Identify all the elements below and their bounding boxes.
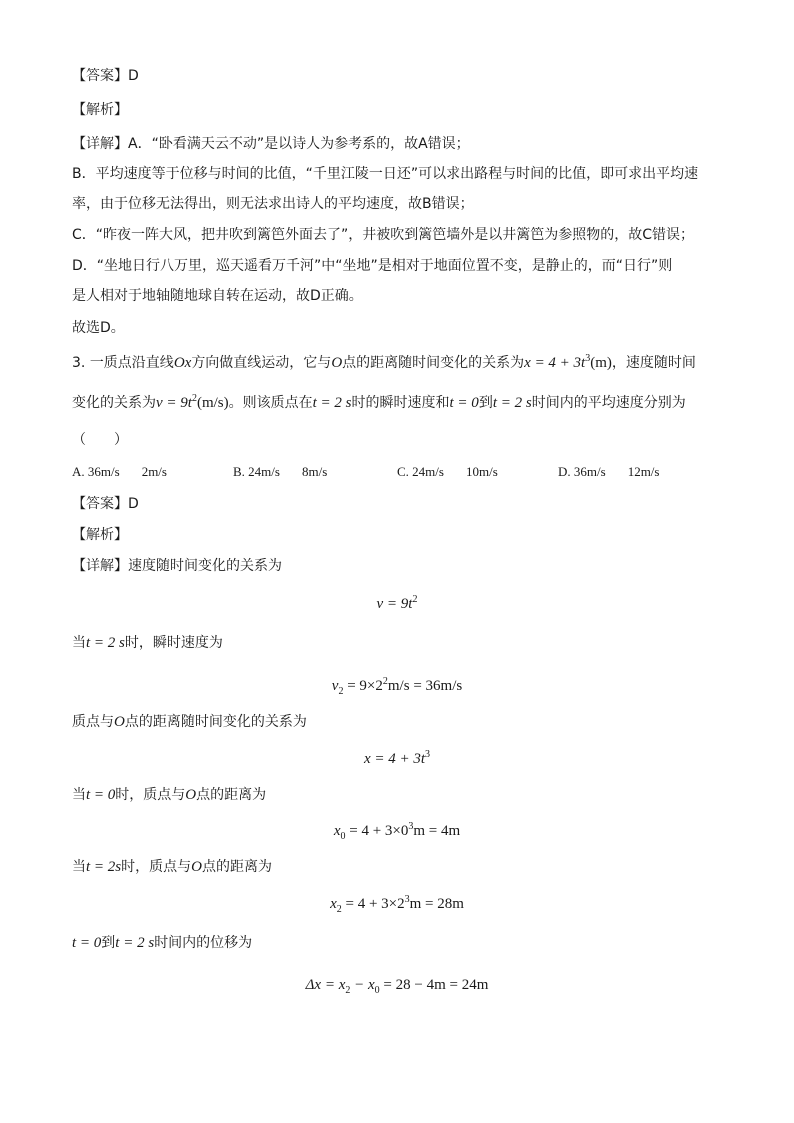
eq-exp: 3 bbox=[404, 894, 410, 905]
answer-line-1 bbox=[72, 66, 139, 86]
eq-body: v = 9t bbox=[376, 596, 413, 612]
option-value: 24m/s bbox=[248, 464, 280, 479]
eq-sub: 2 bbox=[336, 904, 342, 915]
eq-exp: 2 bbox=[382, 676, 388, 687]
x-formula-exp: 3 bbox=[585, 353, 591, 364]
eq-mid: = 9×2 bbox=[343, 678, 383, 694]
option-value: 8m/s bbox=[301, 464, 328, 479]
stem-text: 一质点沿直线 bbox=[89, 355, 174, 371]
eq-mid: = 4 + 3×2 bbox=[341, 896, 405, 912]
question3-stem-line2 bbox=[72, 393, 686, 413]
condition-line-2 bbox=[72, 785, 266, 805]
answer-line-2 bbox=[72, 494, 139, 514]
detail-line-b2: 率，由于位移无法得出，则无法求出诗人的平均速度，故B错误； bbox=[72, 196, 474, 212]
equation-velocity bbox=[0, 594, 794, 614]
time-value: t = 0 bbox=[449, 395, 479, 411]
answer-label: 【答案】 bbox=[72, 496, 128, 512]
eq-lhs: x bbox=[330, 896, 337, 912]
text: 时间内的位移为 bbox=[154, 935, 253, 951]
stem-text: 点的距离随时间变化的关系为 bbox=[342, 355, 525, 371]
eq-body: x = 4 + 3t bbox=[363, 751, 426, 767]
eq-mid: = 4 + 3×0 bbox=[345, 823, 409, 839]
option-value: 12m/s bbox=[627, 464, 660, 479]
option-label: A. bbox=[72, 464, 85, 479]
eq-exp: 3 bbox=[408, 821, 414, 832]
option-b[interactable] bbox=[233, 462, 327, 482]
option-c[interactable] bbox=[397, 462, 498, 482]
answer-parentheses: （ ） bbox=[72, 432, 128, 448]
stem-text: 方向做直线运动，它与 bbox=[191, 355, 332, 371]
eq-sub: 2 bbox=[345, 985, 351, 996]
eq-sub: 0 bbox=[374, 985, 380, 996]
eq-rhs: m = 4m bbox=[413, 823, 461, 839]
detail-label: 【详解】 bbox=[72, 558, 128, 574]
detail-line-a bbox=[72, 134, 470, 154]
stem-text: 时的瞬时速度和 bbox=[351, 395, 450, 411]
eq-lhs: x bbox=[333, 823, 341, 839]
eq-lhs: v bbox=[331, 678, 339, 694]
text: 当 bbox=[72, 859, 86, 875]
time-value: t = 2 s bbox=[312, 395, 352, 411]
detail-line-d1: D．“坐地日行八万里，巡天遥看万千河”中“坐地”是相对于地面位置不变，是静止的，而“日行”则 bbox=[72, 258, 673, 274]
detail-line-d2: 是人相对于地轴随地球自转在运动，故D正确。 bbox=[72, 288, 363, 304]
option-a[interactable] bbox=[72, 462, 167, 482]
point-label: O bbox=[185, 787, 197, 803]
option-value: 10m/s bbox=[465, 464, 498, 479]
eq-sub: 0 bbox=[340, 831, 346, 842]
equation-displacement bbox=[0, 975, 794, 995]
option-label: B. bbox=[233, 464, 245, 479]
answer-label: 【答案】 bbox=[72, 68, 128, 84]
eq-part: = 28 − 4m = 24m bbox=[379, 977, 489, 993]
conclusion-1: 故选D。 bbox=[72, 320, 125, 336]
analysis-label-1: 【解析】 bbox=[72, 102, 128, 118]
time-value: t = 0 bbox=[86, 787, 116, 803]
point-label: O bbox=[191, 859, 202, 875]
time-value: t = 2 s bbox=[115, 935, 155, 951]
text: 当 bbox=[72, 635, 86, 651]
answer-value: D bbox=[128, 68, 139, 84]
stem-text: 到 bbox=[478, 395, 493, 411]
x-formula-body: x = 4 + 3t bbox=[524, 355, 586, 371]
displacement-line bbox=[72, 933, 252, 953]
x-formula bbox=[524, 355, 612, 371]
eq-part: − x bbox=[350, 977, 375, 993]
equation-x0 bbox=[0, 821, 794, 841]
text: 点的距离随时间变化的关系为 bbox=[124, 714, 307, 730]
eq-exp: 3 bbox=[425, 749, 431, 760]
point-label: O bbox=[114, 714, 125, 730]
detail-label: 【详解】 bbox=[72, 136, 128, 152]
text: 时，瞬时速度为 bbox=[124, 635, 223, 651]
detail-line-c: C．“昨夜一阵大风，把井吹到篱笆外面去了”，井被吹到篱笆墙外是以井篱笆为参照物的，故C错误； bbox=[72, 227, 695, 243]
distance-relation-line bbox=[72, 712, 307, 732]
option-value: 36m/s bbox=[87, 464, 120, 479]
v-formula bbox=[156, 395, 229, 411]
text: 时，质点与 bbox=[121, 859, 192, 875]
equation-distance bbox=[0, 749, 794, 769]
axis-label: Ox bbox=[173, 355, 192, 371]
text: 点的距离为 bbox=[196, 787, 267, 803]
eq-rhs: m/s = 36m/s bbox=[387, 678, 463, 694]
eq-rhs: m = 28m bbox=[409, 896, 464, 912]
equation-x2 bbox=[0, 894, 794, 914]
eq-part: Δx = x bbox=[305, 977, 346, 993]
option-value: 2m/s bbox=[141, 464, 167, 479]
condition-line-1 bbox=[72, 633, 223, 653]
equation-instant-velocity bbox=[0, 676, 794, 696]
time-value: t = 0 bbox=[72, 935, 102, 951]
stem-text: ，速度随时间 bbox=[611, 355, 696, 371]
x-formula-unit: (m) bbox=[590, 355, 612, 371]
v-formula-unit: (m/s) bbox=[196, 395, 229, 411]
question-number: 3. bbox=[72, 355, 86, 371]
time-value: t = 2 s bbox=[492, 395, 532, 411]
stem-text: 。则该质点在 bbox=[228, 395, 313, 411]
text: 到 bbox=[101, 935, 116, 951]
option-value: 24m/s bbox=[412, 464, 444, 479]
text: 当 bbox=[72, 787, 86, 803]
text: 点的距离为 bbox=[201, 859, 272, 875]
time-value: t = 2 s bbox=[86, 635, 125, 651]
option-d[interactable] bbox=[558, 462, 659, 482]
detail-line-b1: B．平均速度等于位移与时间的比值，“千里江陵一日还”可以求出路程与时间的比值，即可求出平均速 bbox=[72, 166, 699, 182]
eq-exp: 2 bbox=[412, 594, 418, 605]
stem-text: 变化的关系为 bbox=[72, 395, 156, 411]
detail-text-a: A．“卧看满天云不动”是以诗人为参考系的，故A错误； bbox=[128, 136, 470, 152]
text: 时，质点与 bbox=[115, 787, 186, 803]
option-label: D. bbox=[558, 464, 571, 479]
analysis-label-2: 【解析】 bbox=[72, 527, 128, 543]
time-value: t = 2s bbox=[86, 859, 122, 875]
v-formula-exp: 2 bbox=[191, 393, 197, 404]
detail-line-2 bbox=[72, 556, 282, 576]
text: 质点与 bbox=[72, 714, 114, 730]
answer-value: D bbox=[128, 496, 139, 512]
condition-line-3 bbox=[72, 857, 272, 877]
option-value: 36m/s bbox=[573, 464, 606, 479]
detail-text: 速度随时间变化的关系为 bbox=[128, 558, 282, 574]
v-formula-body: v = 9t bbox=[156, 395, 192, 411]
option-label: C. bbox=[397, 464, 409, 479]
point-label: O bbox=[331, 355, 343, 371]
question3-stem-line1 bbox=[72, 353, 696, 373]
stem-text: 时间内的平均速度分别为 bbox=[531, 395, 686, 411]
eq-sub: 2 bbox=[338, 686, 344, 697]
